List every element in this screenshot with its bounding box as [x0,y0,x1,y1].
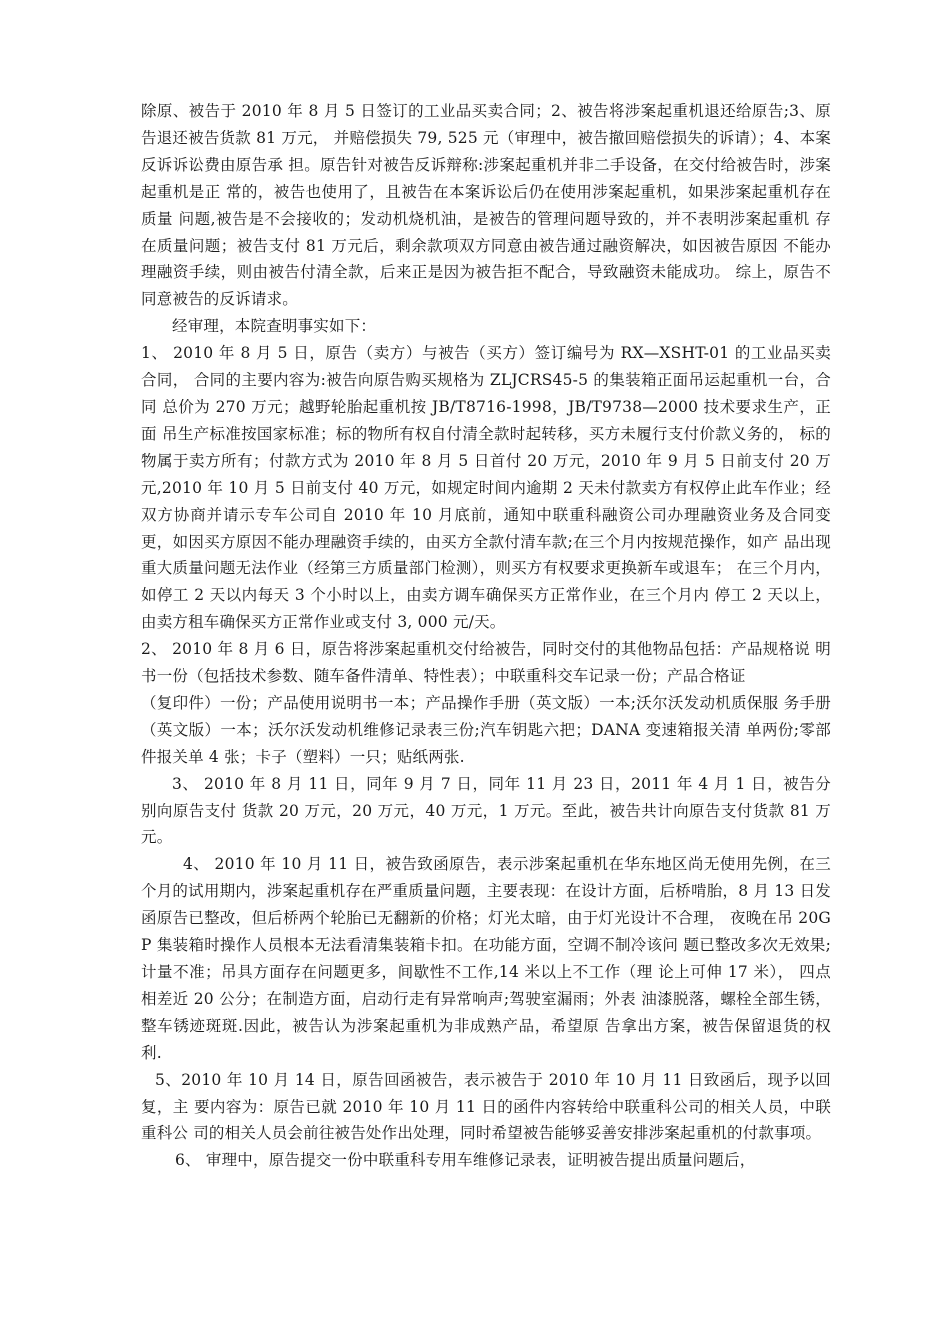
paragraph-counterclaim-response: 除原、被告于 2010 年 8 月 5 日签订的工业品买卖合同；2、被告将涉案起重机退还给原告;3、原告退还被告货款 81 万元， 并赔偿损失 79, 525 元（审理中，被告撤回赔偿损失的诉请）；4、本案反诉诉讼费由原告承 担。原告针对被告反诉辩称:涉案起重机并非二手设备，在交付给被告时，涉案起重机是正 常的，被告也使用了，且被告在本案诉讼后仍在使用涉案起重机，如果涉案起重机存在质量 问题,被告是不会接收的；发动机烧机油，是被告的管理问题导致的，并不表明涉案起重机 存在质量问题；被告支付 81 万元后，剩余款项双方同意由被告通过融资解决，如因被告原因 不能办理融资手续，则由被告付清全款，后来正是因为被告拒不配合，导致融资未能成功。 综上，原告不同意被告的反诉请求。 [141,102,831,309]
paragraph-fact-2-continued: （复印件）一份；产品使用说明书一本；产品操作手册（英文版）一本;沃尔沃发动机质保服 务手册（英文版）一本；沃尔沃发动机维修记录表三份;汽车钥匙六把；DANA 变速箱报关清 单两份;零部件报关单 4 张；卡子（塑料）一只；贴纸两张. [141,693,831,766]
paragraph-findings-intro: 经审理，本院查明事实如下： [172,317,377,336]
paragraph-fact-3: 3、 2010 年 8 月 11 日，同年 9 月 7 日，同年 11 月 23 日，2011 年 4 月 1 日，被告分别向原告支付 货款 20 万元，20 万元，40 万元，1 万元。至此，被告共计向原告支付货款 81 万元。 [141,774,831,847]
paragraph-fact-4: 4、 2010 年 10 月 11 日，被告致函原告，表示涉案起重机在华东地区尚无使用先例，在三 个月的试用期内，涉案起重机存在严重质量问题，主要表现：在设计方面，后桥啃胎，8 月 13 日发函原告已整改，但后桥两个轮胎已无翻新的价格；灯光太暗，由于灯光设计不合理， 夜晚在吊 20GP 集装箱时操作人员根本无法看清集装箱卡扣。在功能方面，空调不制冷该问 题已整改多次无效果;计量不准；吊具方面存在问题更多，间歇性不工作,14 米以上不工作（理 论上可伸 17 米）， 四点相差近 20 公分；在制造方面，启动行走有异常响声;驾驶室漏雨；外表 油漆脱落，螺栓全部生锈，整车锈迹斑斑.因此，被告认为涉案起重机为非成熟产品，希望原 告拿出方案，被告保留退货的权利. [141,855,831,1062]
document-body [141,98,831,1174]
paragraph-fact-5: 5、2010 年 10 月 14 日，原告回函被告，表示被告于 2010 年 10 月 11 日致函后，现予以回复，主 要内容为：原告已就 2010 年 10 月 11 日的函件内容转给中联重科公司的相关人员，中联重科公 司的相关人员会前往被告处作出处理，同时希望被告能够妥善安排涉案起重机的付款事项。 [141,1070,831,1143]
paragraph-fact-2: 2、 2010 年 8 月 6 日，原告将涉案起重机交付给被告，同时交付的其他物品包括：产品规格说 明书一份（包括技术参数、随车备件清单、特性表）；中联重科交车记录一份；产品合格证 [141,640,831,686]
paragraph-fact-1: 1、 2010 年 8 月 5 日，原告（卖方）与被告（买方）签订编号为 RX—XSHT-01 的工业品买卖合同， 合同的主要内容为:被告向原告购买规格为 ZLJCRS45-5 的集装箱正面吊运起重机一台，合同 总价为 270 万元；越野轮胎起重机按 JB/T8716-1998，JB/T9738—2000 技术要求生产，正面 吊生产标准按国家标准；标的物所有权自付清全款时起转移，买方未履行支付价款义务的， 标的物属于卖方所有；付款方式为 2010 年 8 月 5 日首付 20 万元，2010 年 9 月 5 日前支付 20 万 元,2010 年 10 月 5 日前支付 40 万元，如规定时间内逾期 2 天未付款卖方有权停止此车作业；经 双方协商并请示专车公司自 2010 年 10 月底前，通知中联重科融资公司办理融资业务及合同变 更，如因买方原因不能办理融资手续的，由买方全款付清车款;在三个月内按规范操作，如产 品出现重大质量问题无法作业（经第三方质量部门检测），则买方有权要求更换新车或退车； 在三个月内，如停工 2 天以内每天 3 个小时以上，由卖方调车确保买方正常作业，在三个月内 停工 2 天以上，由卖方租车确保买方正常作业或支付 3, 000 元/天。 [141,344,831,632]
paragraph-fact-6: 6、 审理中，原告提交一份中联重科专用车维修记录表，证明被告提出质量问题后， [175,1151,756,1170]
